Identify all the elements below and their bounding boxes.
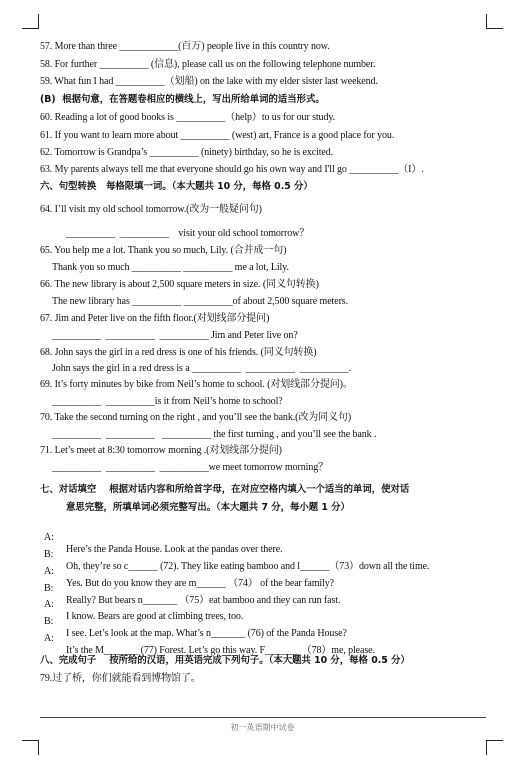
dialogue-text: I know. Bears are good at climbing trees, too. <box>66 611 244 622</box>
question-62: 62. Tomorrow is Grandpa’s __________ (ninety) birthday, so he is excited. <box>40 147 334 158</box>
question-63: 63. My parents always tell me that everyone should go his own way and I'll go __________（I）. <box>40 164 424 175</box>
page-footer: 初一英语期中试卷 <box>230 723 295 732</box>
question-65-answer: Thank you so much __________ __________ me a lot, Lily. <box>52 262 289 273</box>
dialogue-speaker: A: <box>44 566 54 577</box>
section-6-heading: 六、句型转换 每格限填一词。（本大题共 10 分，每格 0.5 分） <box>40 181 313 192</box>
question-67: 67. Jim and Peter live on the fifth floor.(对划线部分提问) <box>40 313 270 324</box>
question-64: 64. I’ll visit my old school tomorrow.(改为一般疑问句) <box>40 204 262 215</box>
dialogue-line <box>0 520 525 555</box>
dialogue-text: Really? But bears n_______ （75）eat bamboo and they can run fast. <box>66 595 341 606</box>
question-66-answer: The new library has __________ __________of about 2,500 square meters. <box>52 296 348 307</box>
question-65: 65. You help me a lot. Thank you so much, Lily. (合并成一句) <box>40 245 287 256</box>
dialogue-speaker: B: <box>44 549 54 560</box>
question-71-answer: __________ __________ __________we meet tomorrow morning？ <box>52 462 329 473</box>
crop-mark-bottom-right <box>486 740 503 755</box>
crop-mark-bottom-left <box>22 740 39 755</box>
section-7-heading-line2: 意思完整，所填单词必须完整写出。（本大题共 7 分，每小题 1 分） <box>66 502 350 513</box>
question-68: 68. John says the girl in a red dress is one of his friends. (同义句转换) <box>40 347 317 358</box>
question-68-answer: John says the girl in a red dress is a __________ __________ __________. <box>52 363 351 374</box>
dialogue-speaker: A: <box>44 633 54 644</box>
question-61: 61. If you want to learn more about __________ (west) art, France is a good place for you. <box>40 130 395 141</box>
question-79: 79.过了桥，你们就能看到博物馆了。 <box>40 673 201 684</box>
footer-rule <box>40 717 486 718</box>
section-7-heading-line1: 七、对话填空 根据对话内容和所给首字母，在对应空格内填入一个适当的单词，使对话 <box>40 484 410 495</box>
question-69: 69. It’s forty minutes by bike from Neil’s home to school. (对划线部分提问)。 <box>40 379 353 390</box>
dialogue-speaker: A: <box>44 599 54 610</box>
dialogue-text: I see. Let’s look at the map. What’s n_______ (76) of the Panda House? <box>66 628 347 639</box>
question-57: 57. More than three ____________(百万) people live in this country now. <box>40 41 330 52</box>
question-64-answer: __________ __________ visit your old school tomorrow？ <box>66 228 310 239</box>
dialogue-speaker: B: <box>44 616 54 627</box>
question-71: 71. Let’s meet at 8:30 tomorrow morning .(对划线部分提问) <box>40 445 282 456</box>
crop-mark-top-right <box>486 14 503 29</box>
question-60: 60. Reading a lot of good books is __________（help）to us for our study. <box>40 112 336 123</box>
question-58: 58. For further __________ (信息), please call us on the following telephone number. <box>40 59 376 70</box>
dialogue-text: Yes. But do you know they are m______ （74） of the bear family? <box>66 578 335 589</box>
section-8-heading: 八、完成句子 按所给的汉语，用英语完成下列句子。（本大题共 10 分，每格 0.5 分） <box>40 655 410 666</box>
question-59: 59. What fun I had __________（划船) on the lake with my elder sister last weekend. <box>40 76 378 87</box>
dialogue-text: Here’s the Panda House. Look at the pandas over there. <box>66 544 283 555</box>
question-66: 66. The new library is about 2,500 square meters in size. (同义句转换) <box>40 279 319 290</box>
dialogue-speaker: A: <box>44 532 54 543</box>
question-69-answer: __________ __________is it from Neil’s home to school? <box>52 396 283 407</box>
crop-mark-top-left <box>22 14 39 29</box>
dialogue-speaker: B: <box>44 583 54 594</box>
question-70: 70. Take the second turning on the right , and you’ll see the bank.(改为同义句) <box>40 412 352 423</box>
section-b-heading: (B) 根据句意，在答题卷相应的横线上，写出所给单词的适当形式。 <box>40 94 325 105</box>
dialogue-text: It’s the M_______ (77) Forest. Let’s go this way. F_______ （78）me, please. <box>66 645 375 656</box>
question-67-answer: __________ __________ __________ Jim and Peter live on? <box>52 330 298 341</box>
question-70-answer: __________ __________ __________ the first turning , and you’ll see the bank . <box>52 429 377 440</box>
dialogue-text: Oh, they’re so c______ (72). They like eating bamboo and l______（73）down all the time. <box>66 561 430 572</box>
